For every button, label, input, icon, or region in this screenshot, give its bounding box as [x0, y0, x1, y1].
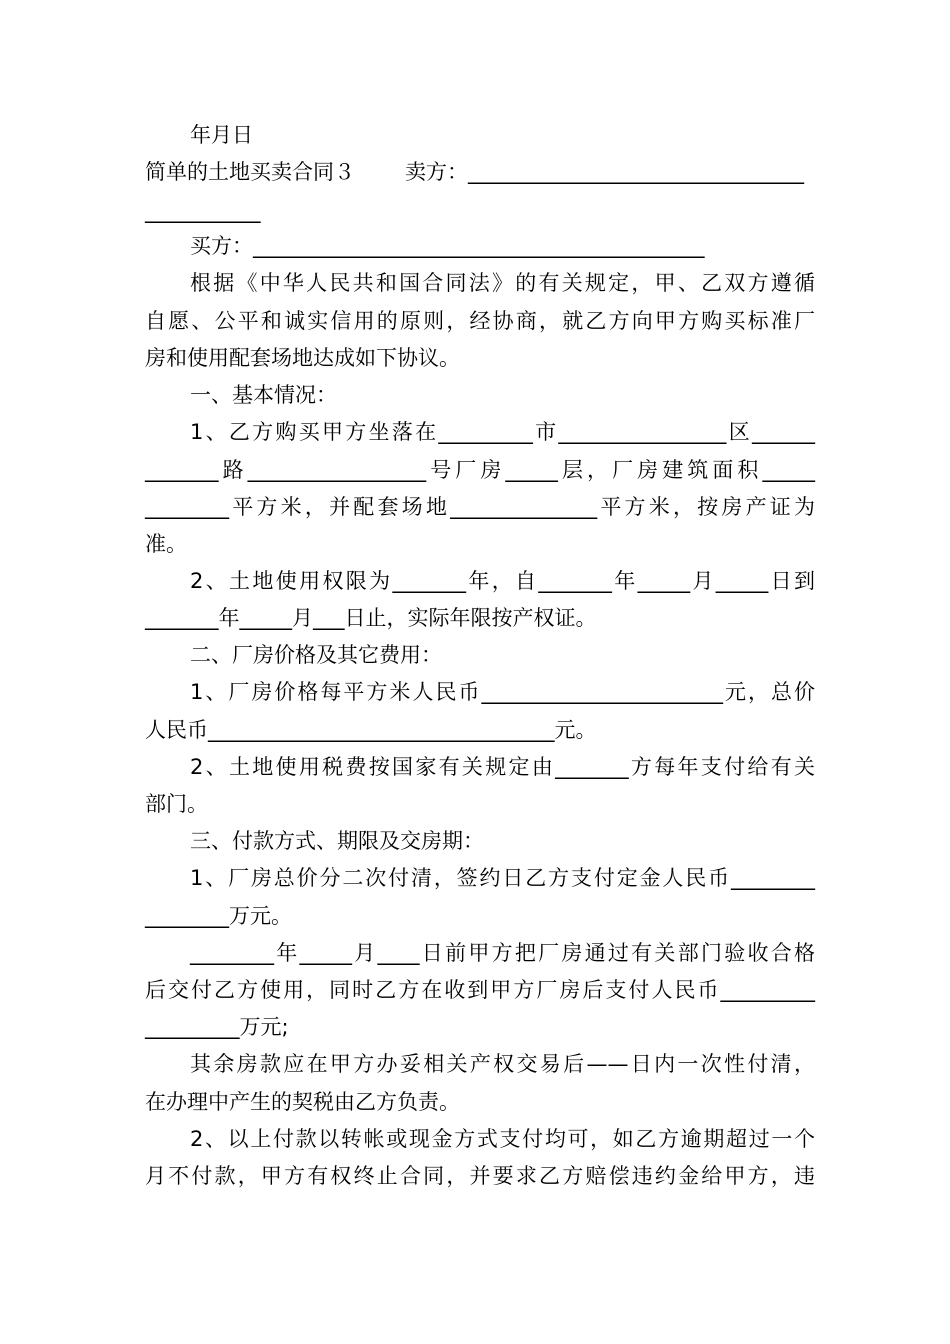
date-line: 年月日 — [190, 123, 253, 147]
paragraph-line: 月不付款，甲方有权终止合同，并要求乙方赔偿违约金给甲方，违 — [145, 1164, 815, 1188]
paragraph-line: 人民币_________________________________元。 — [145, 718, 597, 742]
paragraph-line: ________年_____月____日前甲方把厂房通过有关部门验收合格 — [190, 941, 815, 965]
paragraph-line: 房和使用配套场地达成如下协议。 — [145, 346, 460, 370]
paragraph-line: 2、土地使用权限为_______年，自_______年_____月_____日到 — [190, 569, 815, 593]
paragraph-line: 其余房款应在甲方办妥相关产权交易后——日内一次性付清， — [190, 1052, 815, 1076]
paragraph-line: ________平方米，并配套场地______________平方米，按房产证为 — [145, 495, 815, 519]
paragraph-line: _______路_________________号厂房_____层，厂房建筑面积_____ — [145, 458, 815, 482]
paragraph-line: 2、土地使用税费按国家有关规定由_______方每年支付给有关 — [190, 755, 815, 779]
paragraph-line: 准。 — [145, 532, 187, 556]
paragraph-line: 1、乙方购买甲方坐落在_________市________________区______ — [190, 420, 815, 444]
paragraph-line: 在办理中产生的契税由乙方负责。 — [145, 1090, 460, 1114]
paragraph-line: _________万元; — [145, 1015, 289, 1039]
paragraph-line: 1、厂房总价分二次付清，签约日乙方支付定金人民币________ — [190, 866, 815, 890]
buyer-line: 买方：___________________________________________ — [190, 234, 705, 258]
section-heading: 一、基本情况： — [190, 383, 337, 407]
paragraph-line: _______年_____月___日止，实际年限按产权证。 — [145, 606, 597, 630]
paragraph-line: 部门。 — [145, 792, 208, 816]
paragraph-line: 后交付乙方使用，同时乙方在收到甲方厂房后支付人民币_________ — [145, 978, 815, 1002]
paragraph-line: 2、以上付款以转帐或现金方式支付均可，如乙方逾期超过一个 — [190, 1127, 815, 1151]
contract-title: 简单的土地买卖合同３ — [145, 160, 355, 184]
paragraph-line: 根据《中华人民共和国合同法》的有关规定，甲、乙双方遵循 — [190, 271, 815, 295]
paragraph-line: 1、厂房价格每平方米人民币_______________________元，总价 — [190, 680, 815, 704]
paragraph-line: 自愿、公平和诚实信用的原则，经协商，就乙方向甲方购买标准厂 — [145, 309, 815, 333]
paragraph-line: ________万元。 — [145, 904, 292, 928]
section-heading: 二、厂房价格及其它费用： — [190, 643, 442, 667]
header-line — [145, 153, 815, 191]
section-heading: 三、付款方式、期限及交房期： — [190, 829, 484, 853]
seller-line-continuation: ___________ — [145, 199, 261, 223]
seller-line: 卖方：________________________________ — [405, 160, 804, 184]
